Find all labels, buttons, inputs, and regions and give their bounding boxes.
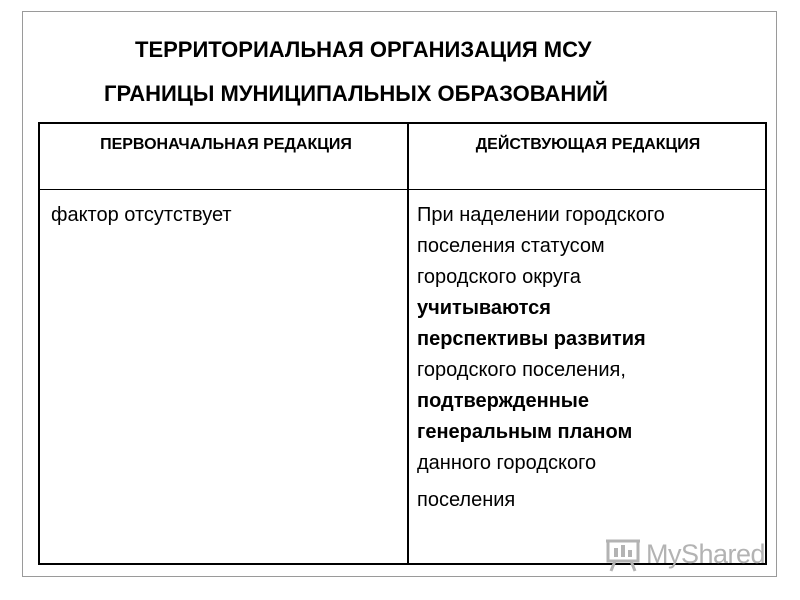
watermark bbox=[604, 536, 774, 572]
current-text-line-bold: подтвержденные bbox=[417, 390, 589, 412]
header-divider bbox=[40, 189, 765, 190]
current-text-line: При наделении городского bbox=[417, 204, 665, 226]
header-original-edition: ПЕРВОНАЧАЛЬНАЯ РЕДАКЦИЯ bbox=[100, 136, 352, 153]
current-text-line: городского округа bbox=[417, 266, 581, 288]
current-text-line: поселения статусом bbox=[417, 235, 605, 257]
original-edition-text: фактор отсутствует bbox=[51, 204, 232, 226]
current-text-line: городского поселения, bbox=[417, 359, 626, 381]
watermark-text: MyShared bbox=[646, 539, 766, 569]
current-text-line-bold: генеральным планом bbox=[417, 421, 633, 443]
current-text-line: данного городского bbox=[417, 452, 597, 474]
comparison-table bbox=[38, 122, 767, 565]
slide-title: ТЕРРИТОРИАЛЬНАЯ ОРГАНИЗАЦИЯ МСУ bbox=[135, 37, 592, 62]
current-edition-text bbox=[417, 200, 757, 516]
current-text-line-bold: учитываются bbox=[417, 297, 551, 319]
current-text-line-bold: перспективы развития bbox=[417, 328, 646, 350]
presentation-board-icon bbox=[604, 538, 642, 572]
current-text-line: поселения bbox=[417, 489, 516, 511]
header-current-edition: ДЕЙСТВУЮЩАЯ РЕДАКЦИЯ bbox=[475, 136, 701, 153]
slide-subtitle: ГРАНИЦЫ МУНИЦИПАЛЬНЫХ ОБРАЗОВАНИЙ bbox=[104, 81, 608, 106]
